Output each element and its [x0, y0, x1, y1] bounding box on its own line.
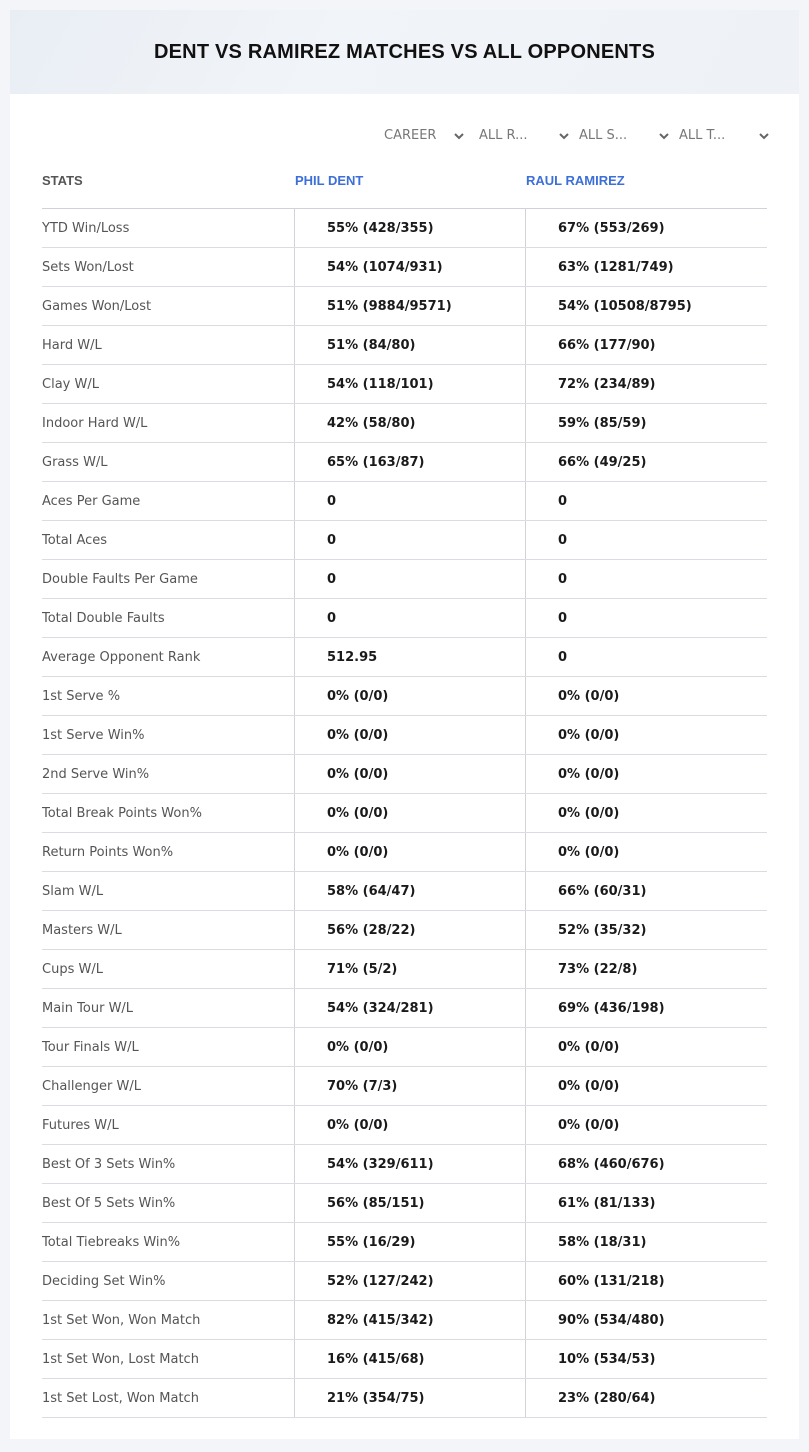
player2-value: 54% (10508/8795) — [558, 299, 692, 314]
player1-cell — [294, 716, 525, 754]
page-title: DENT VS RAMIREZ MATCHES VS ALL OPPONENTS — [154, 40, 655, 63]
player2-value: 90% (534/480) — [558, 1313, 665, 1328]
player2-cell — [525, 599, 768, 637]
stat-label: 2nd Serve Win% — [42, 767, 150, 782]
player1-cell — [294, 677, 525, 715]
filter-tournament-label: ALL T... — [679, 128, 726, 143]
player2-cell — [525, 794, 768, 832]
player2-value: 0 — [558, 572, 568, 587]
table-row — [42, 248, 767, 287]
player2-value: 67% (553/269) — [558, 221, 665, 236]
player2-value: 58% (18/31) — [558, 1235, 647, 1250]
stat-label: Best Of 5 Sets Win% — [42, 1196, 176, 1211]
player1-value: 51% (84/80) — [327, 338, 416, 353]
player2-value: 0% (0/0) — [558, 728, 620, 743]
player2-cell — [525, 560, 768, 598]
player2-cell — [525, 833, 768, 871]
player2-cell — [525, 521, 768, 559]
chevron-down-icon — [658, 128, 670, 144]
player2-value: 10% (534/53) — [558, 1352, 656, 1367]
player2-cell — [525, 209, 768, 247]
stat-label: Average Opponent Rank — [42, 650, 201, 665]
player1-value: 51% (9884/9571) — [327, 299, 452, 314]
stat-label: Sets Won/Lost — [42, 260, 134, 275]
player2-cell — [525, 872, 768, 910]
player2-value: 0% (0/0) — [558, 1079, 620, 1094]
table-row — [42, 1379, 767, 1418]
player1-value: 0% (0/0) — [327, 689, 389, 704]
player1-value: 56% (28/22) — [327, 923, 416, 938]
player2-value: 66% (60/31) — [558, 884, 647, 899]
table-row — [42, 1223, 767, 1262]
player2-cell — [525, 1223, 768, 1261]
player1-value: 0 — [327, 611, 337, 626]
stat-label: Total Double Faults — [42, 611, 165, 626]
table-row — [42, 560, 767, 599]
filter-round-select[interactable] — [479, 128, 579, 144]
table-row — [42, 950, 767, 989]
table-row — [42, 599, 767, 638]
player1-cell — [294, 989, 525, 1027]
table-row — [42, 1184, 767, 1223]
table-row — [42, 755, 767, 794]
table-row — [42, 677, 767, 716]
player1-cell — [294, 1262, 525, 1300]
player1-value: 0% (0/0) — [327, 767, 389, 782]
player2-value: 0 — [558, 650, 568, 665]
player1-value: 0% (0/0) — [327, 728, 389, 743]
player2-cell — [525, 1028, 768, 1066]
player1-cell — [294, 911, 525, 949]
filter-round-label: ALL R... — [479, 128, 528, 143]
stat-label: Masters W/L — [42, 923, 122, 938]
table-row — [42, 209, 767, 248]
column-header-stats: STATS — [42, 173, 83, 188]
player2-value: 0 — [558, 533, 568, 548]
player1-value: 21% (354/75) — [327, 1391, 425, 1406]
stats-card — [10, 10, 799, 1439]
player2-cell — [525, 326, 768, 364]
filter-bar — [384, 128, 769, 144]
table-row — [42, 521, 767, 560]
player1-cell — [294, 1223, 525, 1261]
stat-label: Best Of 3 Sets Win% — [42, 1157, 176, 1172]
player1-cell — [294, 521, 525, 559]
player2-cell — [525, 1340, 768, 1378]
stat-label: Slam W/L — [42, 884, 104, 899]
player1-value: 70% (7/3) — [327, 1079, 398, 1094]
table-row — [42, 911, 767, 950]
player1-value: 0% (0/0) — [327, 1118, 389, 1133]
player1-cell — [294, 1340, 525, 1378]
stat-label: Futures W/L — [42, 1118, 119, 1133]
table-row — [42, 326, 767, 365]
stat-label: Grass W/L — [42, 455, 108, 470]
player1-cell — [294, 287, 525, 325]
player2-cell — [525, 911, 768, 949]
stats-table — [42, 166, 767, 1418]
player1-value: 0% (0/0) — [327, 1040, 389, 1055]
table-row — [42, 404, 767, 443]
stat-label: 1st Set Won, Won Match — [42, 1313, 201, 1328]
player1-cell — [294, 209, 525, 247]
player1-cell — [294, 1301, 525, 1339]
table-row — [42, 1301, 767, 1340]
player1-value: 42% (58/80) — [327, 416, 416, 431]
player1-cell — [294, 950, 525, 988]
player1-cell — [294, 638, 525, 676]
player1-cell — [294, 599, 525, 637]
stat-label: Total Tiebreaks Win% — [42, 1235, 181, 1250]
player1-value: 52% (127/242) — [327, 1274, 434, 1289]
player2-value: 0% (0/0) — [558, 1118, 620, 1133]
player1-value: 65% (163/87) — [327, 455, 425, 470]
table-row — [42, 1145, 767, 1184]
player1-cell — [294, 1106, 525, 1144]
player1-cell — [294, 1145, 525, 1183]
stat-label: 1st Serve % — [42, 689, 121, 704]
stat-label: Tour Finals W/L — [42, 1040, 139, 1055]
player2-value: 63% (1281/749) — [558, 260, 674, 275]
stat-label: Return Points Won% — [42, 845, 174, 860]
player1-cell — [294, 560, 525, 598]
player2-value: 69% (436/198) — [558, 1001, 665, 1016]
player1-cell — [294, 755, 525, 793]
stat-label: Total Aces — [42, 533, 108, 548]
stat-label: Challenger W/L — [42, 1079, 141, 1094]
filter-period-label: CAREER — [384, 128, 437, 143]
player1-cell — [294, 404, 525, 442]
player2-cell — [525, 1301, 768, 1339]
table-body — [42, 209, 767, 1418]
table-row — [42, 1028, 767, 1067]
player2-value: 52% (35/32) — [558, 923, 647, 938]
player2-value: 23% (280/64) — [558, 1391, 656, 1406]
player1-cell — [294, 833, 525, 871]
stat-label: Main Tour W/L — [42, 1001, 134, 1016]
player2-cell — [525, 1106, 768, 1144]
stat-label: Hard W/L — [42, 338, 102, 353]
stat-label: 1st Serve Win% — [42, 728, 145, 743]
stat-label: 1st Set Won, Lost Match — [42, 1352, 199, 1367]
player1-cell — [294, 365, 525, 403]
filter-surface-select[interactable] — [579, 128, 679, 144]
player1-value: 54% (118/101) — [327, 377, 434, 392]
table-row — [42, 716, 767, 755]
player2-value: 66% (177/90) — [558, 338, 656, 353]
table-row — [42, 365, 767, 404]
card-header — [10, 10, 799, 94]
player2-cell — [525, 287, 768, 325]
player2-cell — [525, 248, 768, 286]
stat-label: YTD Win/Loss — [42, 221, 130, 236]
stat-label: Double Faults Per Game — [42, 572, 198, 587]
player1-value: 0% (0/0) — [327, 845, 389, 860]
player2-value: 59% (85/59) — [558, 416, 647, 431]
table-row — [42, 1067, 767, 1106]
player2-cell — [525, 950, 768, 988]
player1-value: 512.95 — [327, 650, 378, 665]
stat-label: Indoor Hard W/L — [42, 416, 148, 431]
player1-cell — [294, 794, 525, 832]
player2-cell — [525, 1067, 768, 1105]
table-row — [42, 482, 767, 521]
player2-cell — [525, 716, 768, 754]
filter-period-select[interactable] — [384, 128, 479, 144]
player2-cell — [525, 365, 768, 403]
player2-value: 73% (22/8) — [558, 962, 638, 977]
chevron-down-icon — [558, 128, 570, 144]
player1-cell — [294, 1379, 525, 1417]
player1-cell — [294, 443, 525, 481]
player1-value: 16% (415/68) — [327, 1352, 425, 1367]
column-header-player2[interactable]: RAUL RAMIREZ — [526, 173, 625, 188]
table-row — [42, 989, 767, 1028]
player2-value: 0% (0/0) — [558, 806, 620, 821]
player2-value: 72% (234/89) — [558, 377, 656, 392]
stat-label: Aces Per Game — [42, 494, 141, 509]
player1-value: 55% (428/355) — [327, 221, 434, 236]
player2-cell — [525, 1262, 768, 1300]
player1-value: 54% (329/611) — [327, 1157, 434, 1172]
player1-cell — [294, 1067, 525, 1105]
player1-value: 58% (64/47) — [327, 884, 416, 899]
player1-value: 56% (85/151) — [327, 1196, 425, 1211]
player2-value: 0% (0/0) — [558, 845, 620, 860]
stat-label: Total Break Points Won% — [42, 806, 202, 821]
player2-cell — [525, 755, 768, 793]
player2-value: 60% (131/218) — [558, 1274, 665, 1289]
player1-value: 0 — [327, 572, 337, 587]
table-row — [42, 833, 767, 872]
player2-cell — [525, 482, 768, 520]
player2-cell — [525, 1145, 768, 1183]
table-row — [42, 794, 767, 833]
player1-value: 82% (415/342) — [327, 1313, 434, 1328]
player1-value: 54% (1074/931) — [327, 260, 443, 275]
filter-tournament-select[interactable] — [679, 128, 769, 144]
table-row — [42, 638, 767, 677]
stat-label: 1st Set Lost, Won Match — [42, 1391, 199, 1406]
player2-value: 0% (0/0) — [558, 689, 620, 704]
stat-label: Cups W/L — [42, 962, 103, 977]
player1-cell — [294, 326, 525, 364]
player2-value: 61% (81/133) — [558, 1196, 656, 1211]
player2-cell — [525, 404, 768, 442]
player1-value: 0 — [327, 533, 337, 548]
table-row — [42, 287, 767, 326]
player2-value: 0 — [558, 611, 568, 626]
player1-value: 0% (0/0) — [327, 806, 389, 821]
player2-cell — [525, 638, 768, 676]
player1-cell — [294, 872, 525, 910]
table-row — [42, 1340, 767, 1379]
stat-label: Deciding Set Win% — [42, 1274, 166, 1289]
player1-value: 54% (324/281) — [327, 1001, 434, 1016]
table-row — [42, 1262, 767, 1301]
player2-value: 66% (49/25) — [558, 455, 647, 470]
player1-cell — [294, 248, 525, 286]
player1-value: 55% (16/29) — [327, 1235, 416, 1250]
player2-cell — [525, 443, 768, 481]
table-row — [42, 443, 767, 482]
player2-cell — [525, 1379, 768, 1417]
stat-label: Clay W/L — [42, 377, 99, 392]
player2-value: 0% (0/0) — [558, 767, 620, 782]
player2-cell — [525, 677, 768, 715]
player1-value: 0 — [327, 494, 337, 509]
player1-cell — [294, 1184, 525, 1222]
player2-value: 68% (460/676) — [558, 1157, 665, 1172]
player2-cell — [525, 1184, 768, 1222]
table-row — [42, 1106, 767, 1145]
chevron-down-icon — [758, 128, 770, 144]
player2-value: 0 — [558, 494, 568, 509]
column-header-player1[interactable]: PHIL DENT — [295, 173, 364, 188]
table-header — [42, 166, 767, 209]
stat-label: Games Won/Lost — [42, 299, 152, 314]
table-row — [42, 872, 767, 911]
chevron-down-icon — [453, 128, 465, 144]
player1-cell — [294, 1028, 525, 1066]
player2-cell — [525, 989, 768, 1027]
player1-cell — [294, 482, 525, 520]
player1-value: 71% (5/2) — [327, 962, 398, 977]
filter-surface-label: ALL S... — [579, 128, 628, 143]
player2-value: 0% (0/0) — [558, 1040, 620, 1055]
